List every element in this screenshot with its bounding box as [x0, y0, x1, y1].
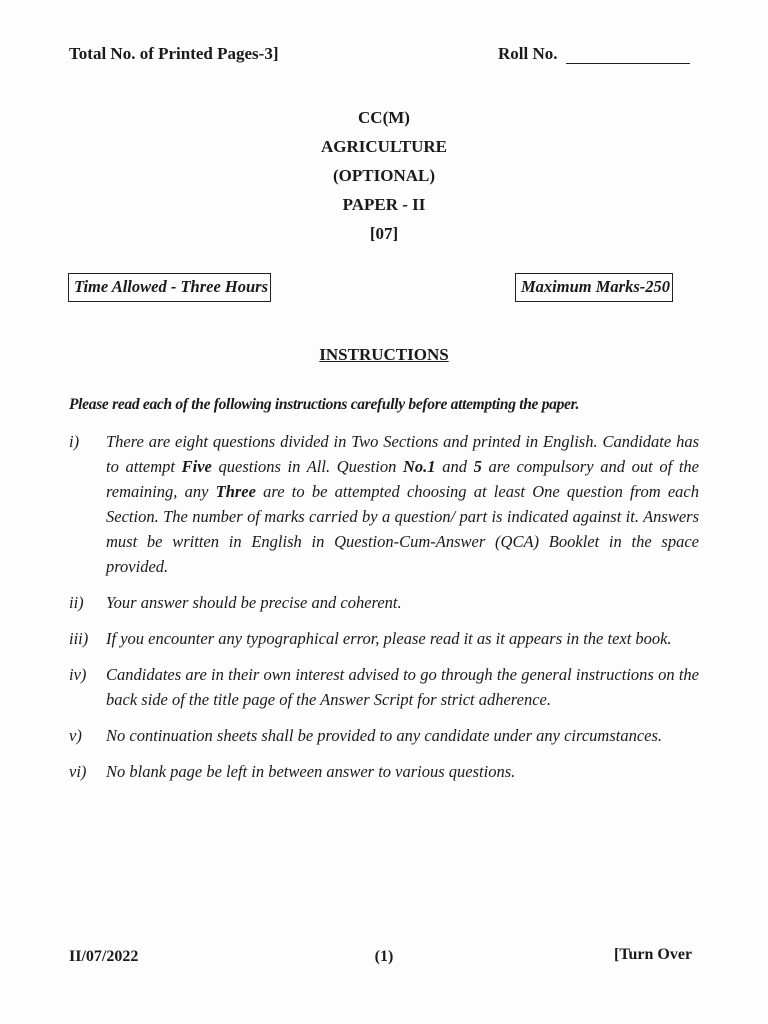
text-run: Candidates are in their own interest advised to go through the general instructions on the back side of the title page of the Answer Script for strict adherence.	[106, 665, 699, 709]
instruction-number: iii)	[69, 629, 89, 648]
instruction-text	[106, 626, 699, 651]
instruction-text	[106, 590, 699, 615]
text-run: questions in All. Question	[211, 457, 403, 476]
text-run: If you encounter any typographical error, please read it as it appears in the text book.	[106, 629, 672, 648]
paper-number: PAPER - II	[342, 195, 426, 214]
printed-pages-label: Total No. of Printed Pages-3]	[69, 44, 279, 63]
roll-number-label: Roll No.	[498, 44, 558, 63]
page-number: (1)	[374, 948, 394, 965]
maximum-marks-box: Maximum Marks-250	[515, 273, 673, 302]
subject-title: AGRICULTURE	[321, 137, 447, 156]
instruction-text	[106, 662, 699, 712]
paper-title-block	[0, 103, 768, 248]
text-run: There are eight questions divided in Two Sections and printed in English. Candidate has to attempt	[106, 432, 699, 476]
instruction-item	[69, 626, 699, 651]
instruction-text	[106, 723, 699, 748]
text-run: No continuation sheets shall be provided to any candidate under any circumstances.	[106, 726, 663, 745]
time-allowed-box: Time Allowed - Three Hours	[68, 273, 271, 302]
instruction-item	[69, 759, 699, 784]
roll-number-blank	[566, 46, 690, 64]
text-run: are to be attempted choosing at least One question from each Section. The number of marks carried by a question/ part is indicated against it. Answers must be written in English in Question-Cum-Answer (QCA) Booklet in the space provided.	[106, 482, 699, 576]
emphasis-text: Three	[215, 482, 256, 501]
instruction-item	[69, 429, 699, 579]
instructions-lead: Please read each of the following instructions carefully before attempting the paper.	[69, 396, 580, 413]
instructions-heading: INSTRUCTIONS	[319, 345, 449, 364]
roll-number-field	[498, 44, 690, 64]
footer-code: II/07/2022	[69, 948, 139, 965]
instruction-number: i)	[69, 432, 80, 451]
instruction-item	[69, 723, 699, 748]
optional-label: (OPTIONAL)	[333, 166, 435, 185]
text-run: and	[435, 457, 474, 476]
instruction-text	[106, 429, 699, 579]
emphasis-text: Five	[181, 457, 212, 476]
emphasis-text: 5	[473, 457, 482, 476]
text-run: No blank page be left in between answer to various questions.	[106, 762, 516, 781]
text-run: Your answer should be precise and coherent.	[106, 593, 402, 612]
turn-over-label: [Turn Over	[614, 946, 693, 963]
instruction-text	[106, 759, 699, 784]
instruction-number: ii)	[69, 593, 84, 612]
text-run: are compulsory and out of the remaining, any	[106, 457, 699, 501]
exam-code: CC(M)	[358, 108, 410, 127]
instruction-item	[69, 590, 699, 615]
instruction-number: iv)	[69, 665, 87, 684]
instruction-number: v)	[69, 726, 82, 745]
instruction-item	[69, 662, 699, 712]
paper-code: [07]	[369, 224, 399, 243]
emphasis-text: No.1	[403, 457, 436, 476]
instruction-number: vi)	[69, 762, 87, 781]
instructions-list	[69, 429, 699, 795]
